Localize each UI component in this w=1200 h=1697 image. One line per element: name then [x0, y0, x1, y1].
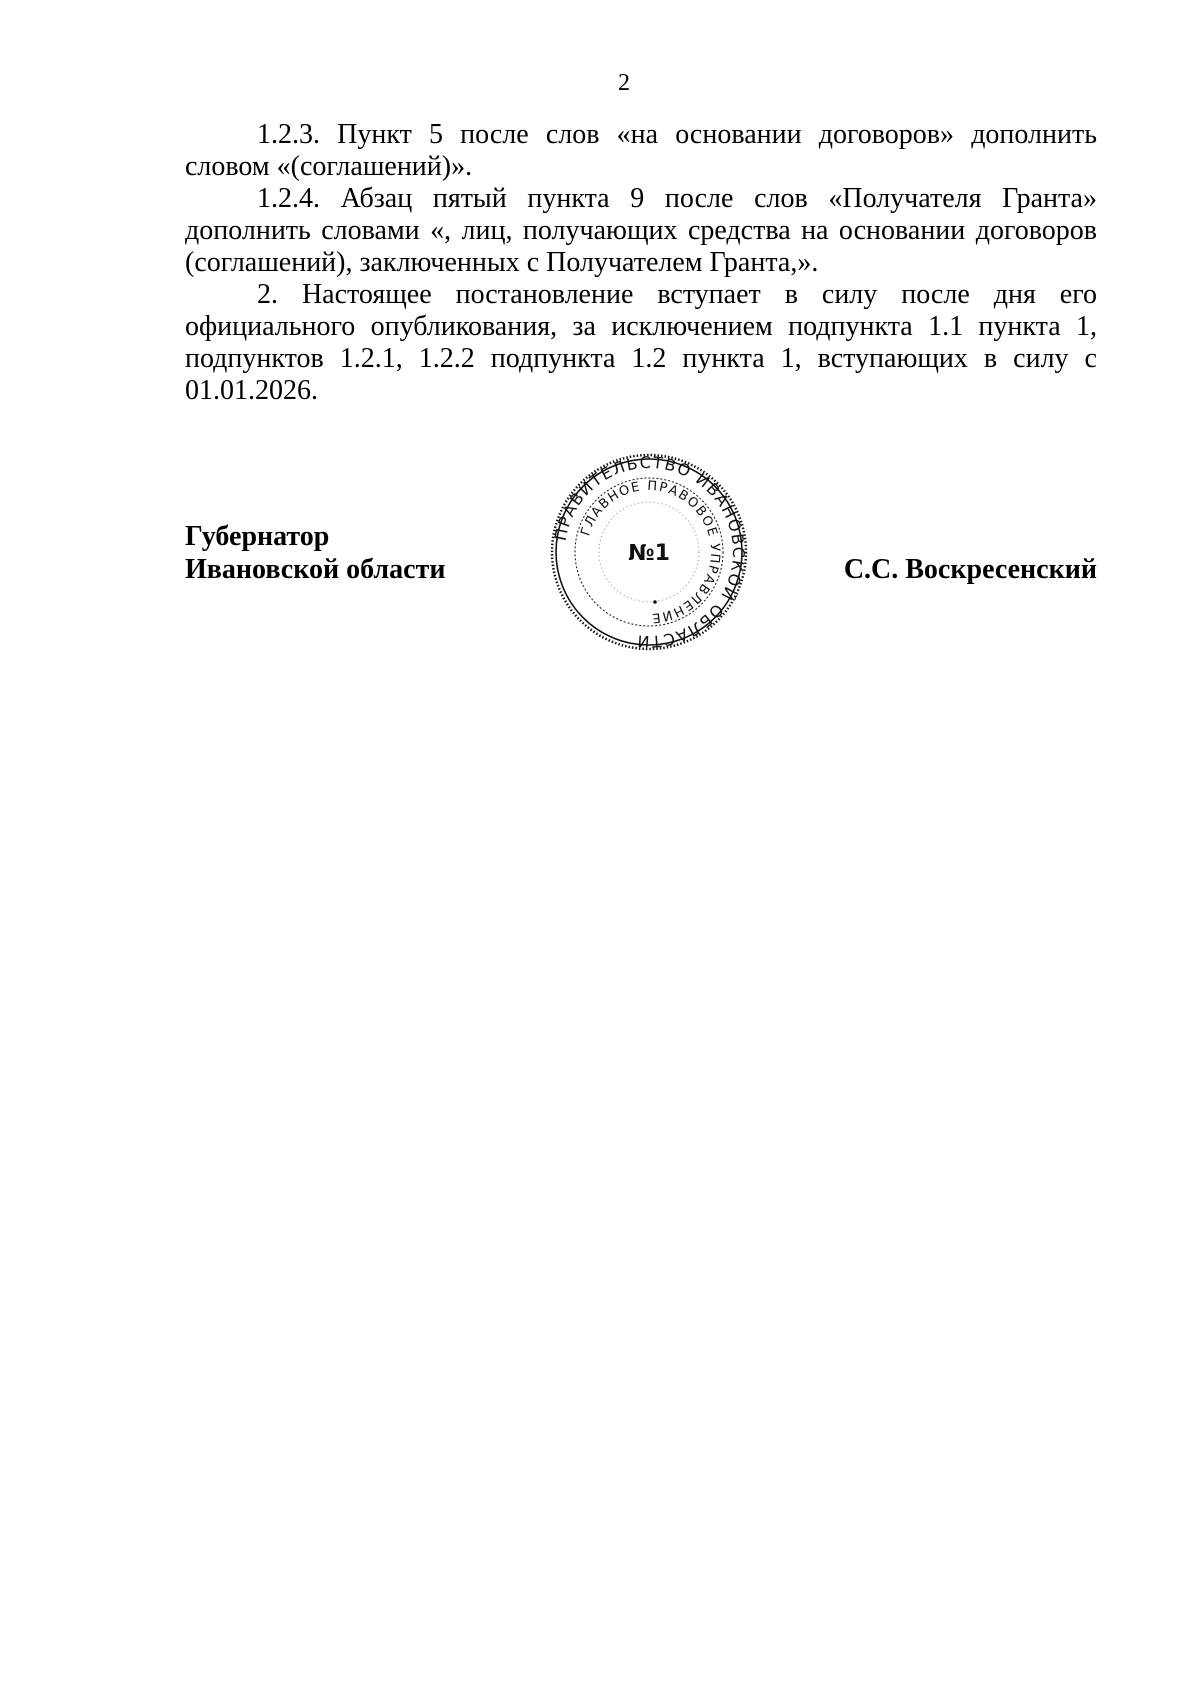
signatory-position-line-1: Губернатор: [185, 521, 330, 552]
official-stamp: [549, 452, 749, 652]
paragraph-1-2-4: 1.2.4. Абзац пятый пункта 9 после слов «Получателя Гранта» дополнить словами «, лиц, получающих средства на основании договоров (соглашений), заключенных с Получателем Гранта,».: [185, 183, 1097, 278]
stamp-inner-text: ГЛАВНОЕ ПРАВОВОЕ УПРАВЛЕНИЕ: [578, 478, 723, 626]
document-body: [185, 119, 1097, 407]
paragraph-1-2-3: 1.2.3. Пункт 5 после слов «на основании договоров» дополнить словом «(соглашений)».: [185, 119, 1097, 182]
signatory-position-line-2: Ивановской области: [185, 554, 446, 585]
signatory-position: [185, 520, 445, 586]
paragraph-2: 2. Настоящее постановление вступает в силу после дня его официального опубликования, за исключением подпункта 1.1 пункта 1, подпунктов 1.2.1, 1.2.2 подпункта 1.2 пункта 1, вступающих в силу с 01.01.2026.: [185, 279, 1097, 406]
stamp-outer-text: ПРАВИТЕЛЬСТВО ИВАНОВСКОЙ ОБЛАСТИ: [550, 452, 749, 652]
stamp-seal-graphic: [549, 452, 749, 652]
stamp-center-text: №1: [628, 541, 670, 566]
stamp-dot-icon: [653, 600, 657, 604]
signatory-name: С.С. Воскресенский: [843, 554, 1097, 585]
page-number: 2: [618, 70, 630, 96]
